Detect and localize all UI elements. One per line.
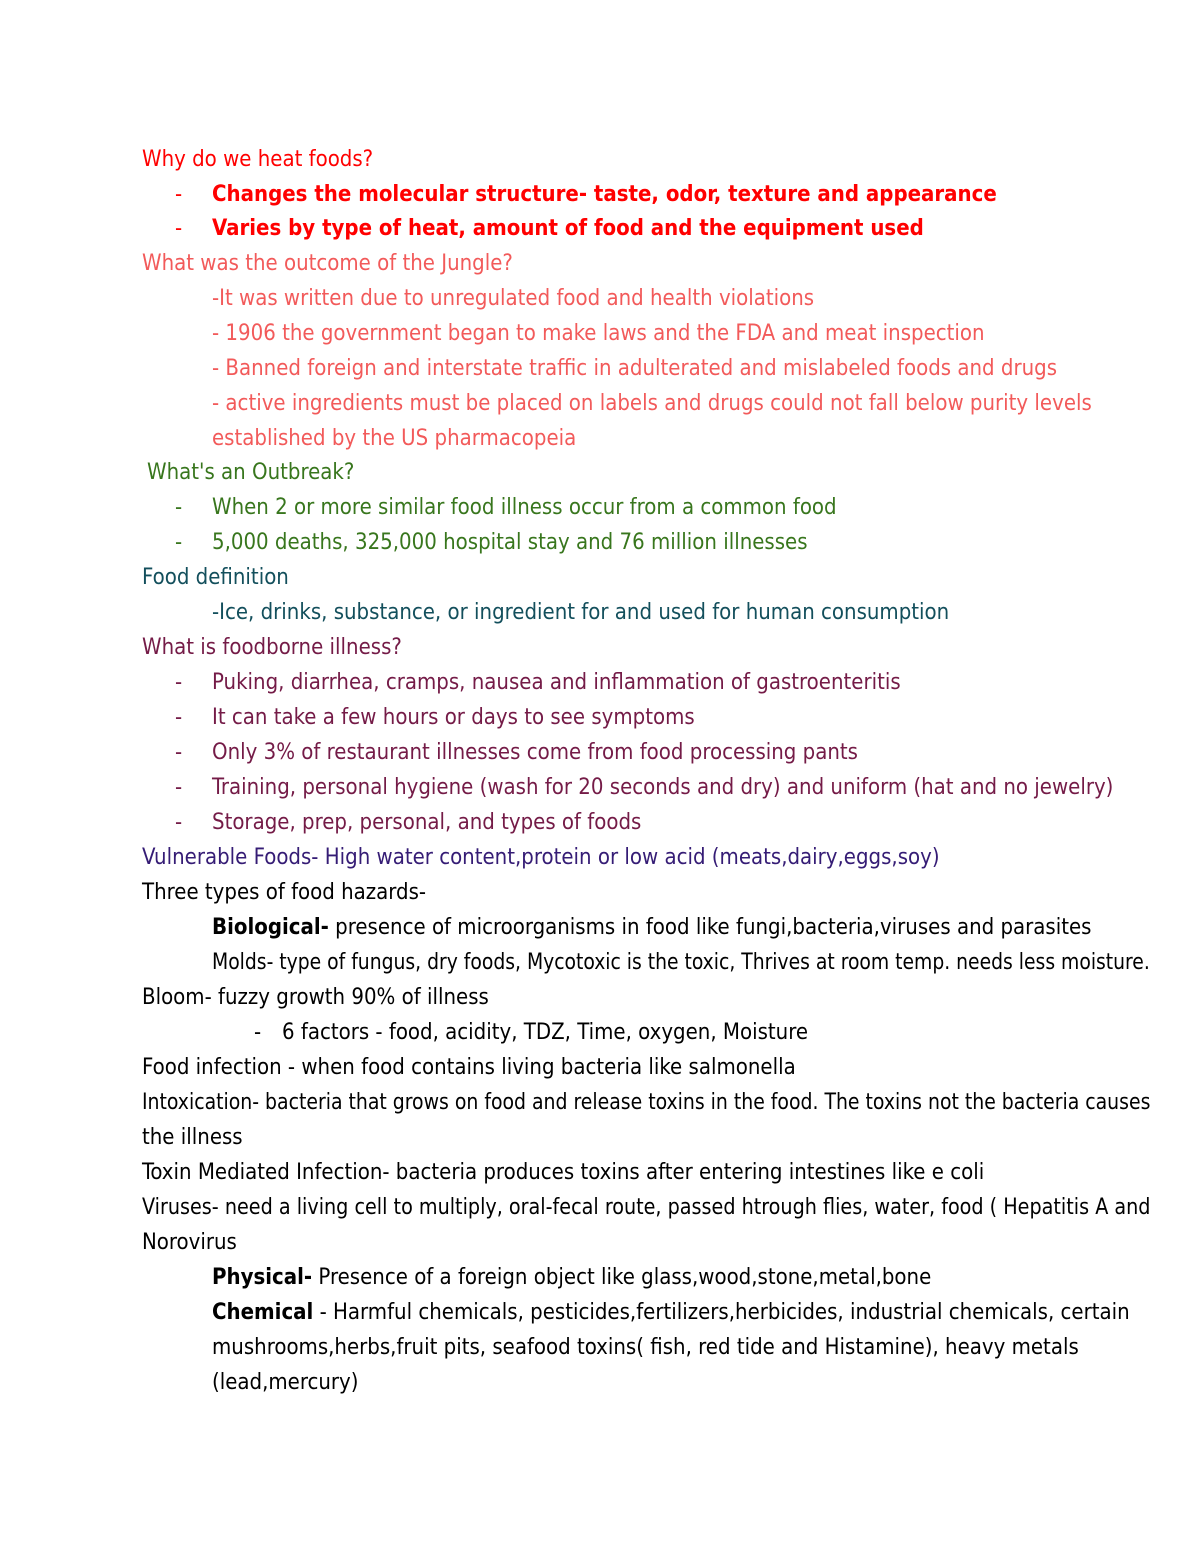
jungle-point-5: established by the US pharmacopeia	[212, 426, 577, 451]
jungle-point-2: - 1906 the government began to make laws and the FDA and meat inspection	[212, 321, 985, 346]
heat-question: Why do we heat foods?	[142, 147, 374, 172]
outbreak-bullet-2	[142, 526, 1070, 560]
biological-text: presence of microorganisms in food like fungi,bacteria,viruses and parasites	[328, 915, 1092, 940]
foodborne-bullet-text: Only 3% of restaurant illnesses come from food processing pants	[212, 740, 858, 765]
hazards-heading: Three types of food hazards-	[142, 880, 427, 905]
outbreak-question: What's an Outbreak?	[147, 460, 355, 485]
foodborne-bullet-text: Storage, prep, personal, and types of foods	[212, 810, 642, 835]
foodborne-bullet-text: Training, personal hygiene (wash for 20 seconds and dry) and uniform (hat and no jewelry)	[212, 775, 1114, 800]
toxin-mediated-line: Toxin Mediated Infection- bacteria produces toxins after entering intestines like e coli	[142, 1160, 985, 1185]
foodborne-bullet-4	[142, 771, 1114, 805]
outbreak-bullet-text: 5,000 deaths, 325,000 hospital stay and 76 million illnesses	[212, 530, 808, 555]
jungle-point-1: -It was written due to unregulated food and health violations	[212, 286, 815, 311]
factors-line	[142, 1016, 1070, 1050]
bullet-dash: -	[175, 670, 183, 695]
foodborne-bullet-2	[142, 701, 1070, 735]
physical-label: Physical-	[212, 1265, 313, 1290]
heat-bullet-1	[142, 178, 1070, 212]
factors-text: 6 factors - food, acidity, TDZ, Time, oxygen, Moisture	[282, 1020, 809, 1045]
biological-line	[212, 911, 1092, 945]
outbreak-bullet-text: When 2 or more similar food illness occur from a common food	[212, 495, 837, 520]
food-definition-heading: Food definition	[142, 565, 289, 590]
heat-bullet-text: Varies by type of heat, amount of food and the equipment used	[212, 216, 924, 241]
viruses-line-2: Norovirus	[142, 1230, 237, 1255]
molds-line: Molds- type of fungus, dry foods, Mycotoxic is the toxic, Thrives at room temp. needs less moisture.	[212, 950, 1150, 975]
foodborne-bullet-text: It can take a few hours or days to see symptoms	[212, 705, 695, 730]
bullet-dash: -	[175, 705, 183, 730]
bullet-dash: -	[175, 182, 183, 207]
bloom-line: Bloom- fuzzy growth 90% of illness	[142, 985, 489, 1010]
physical-line	[212, 1261, 1070, 1295]
foodborne-bullet-3	[142, 736, 1070, 770]
chemical-line-3: (lead,mercury)	[212, 1370, 359, 1395]
jungle-question: What was the outcome of the Jungle?	[142, 251, 513, 276]
intoxication-line-2: the illness	[142, 1125, 243, 1150]
chemical-line-1	[212, 1296, 1130, 1330]
bullet-dash: -	[175, 810, 183, 835]
foodborne-bullet-5	[142, 806, 1070, 840]
chemical-line-2: mushrooms,herbs,fruit pits, seafood toxins( fish, red tide and Histamine), heavy metals	[212, 1335, 1079, 1360]
chemical-text: - Harmful chemicals, pesticides,fertilizers,herbicides, industrial chemicals, certain	[313, 1300, 1130, 1325]
bullet-dash: -	[175, 530, 183, 555]
bullet-dash: -	[175, 775, 183, 800]
jungle-point-3: - Banned foreign and interstate traffic in adulterated and mislabeled foods and drugs	[212, 356, 1058, 381]
intoxication-line-1: Intoxication- bacteria that grows on food and release toxins in the food. The toxins not the bacteria causes	[142, 1090, 1151, 1115]
bullet-dash: -	[175, 495, 183, 520]
food-definition-text: -Ice, drinks, substance, or ingredient for and used for human consumption	[212, 600, 950, 625]
bullet-dash: -	[175, 740, 183, 765]
jungle-point-4: - active ingredients must be placed on labels and drugs could not fall below purity levels	[212, 391, 1092, 416]
infection-line: Food infection - when food contains living bacteria like salmonella	[142, 1055, 796, 1080]
foodborne-bullet-text: Puking, diarrhea, cramps, nausea and inflammation of gastroenteritis	[212, 670, 901, 695]
heat-bullet-2	[142, 212, 1070, 246]
biological-label: Biological-	[212, 915, 329, 940]
vulnerable-foods: Vulnerable Foods- High water content,protein or low acid (meats,dairy,eggs,soy)	[142, 845, 940, 870]
foodborne-question: What is foodborne illness?	[142, 635, 402, 660]
outbreak-bullet-1	[142, 491, 1070, 525]
chemical-label: Chemical	[212, 1300, 314, 1325]
bullet-dash: -	[175, 216, 183, 241]
heat-bullet-text: Changes the molecular structure- taste, odor, texture and appearance	[212, 182, 997, 207]
viruses-line-1: Viruses- need a living cell to multiply, oral-fecal route, passed htrough flies, water, food ( Hepatitis A and	[142, 1195, 1151, 1220]
physical-text: Presence of a foreign object like glass,wood,stone,metal,bone	[312, 1265, 932, 1290]
bullet-dash: -	[254, 1020, 262, 1045]
foodborne-bullet-1	[142, 666, 1070, 700]
